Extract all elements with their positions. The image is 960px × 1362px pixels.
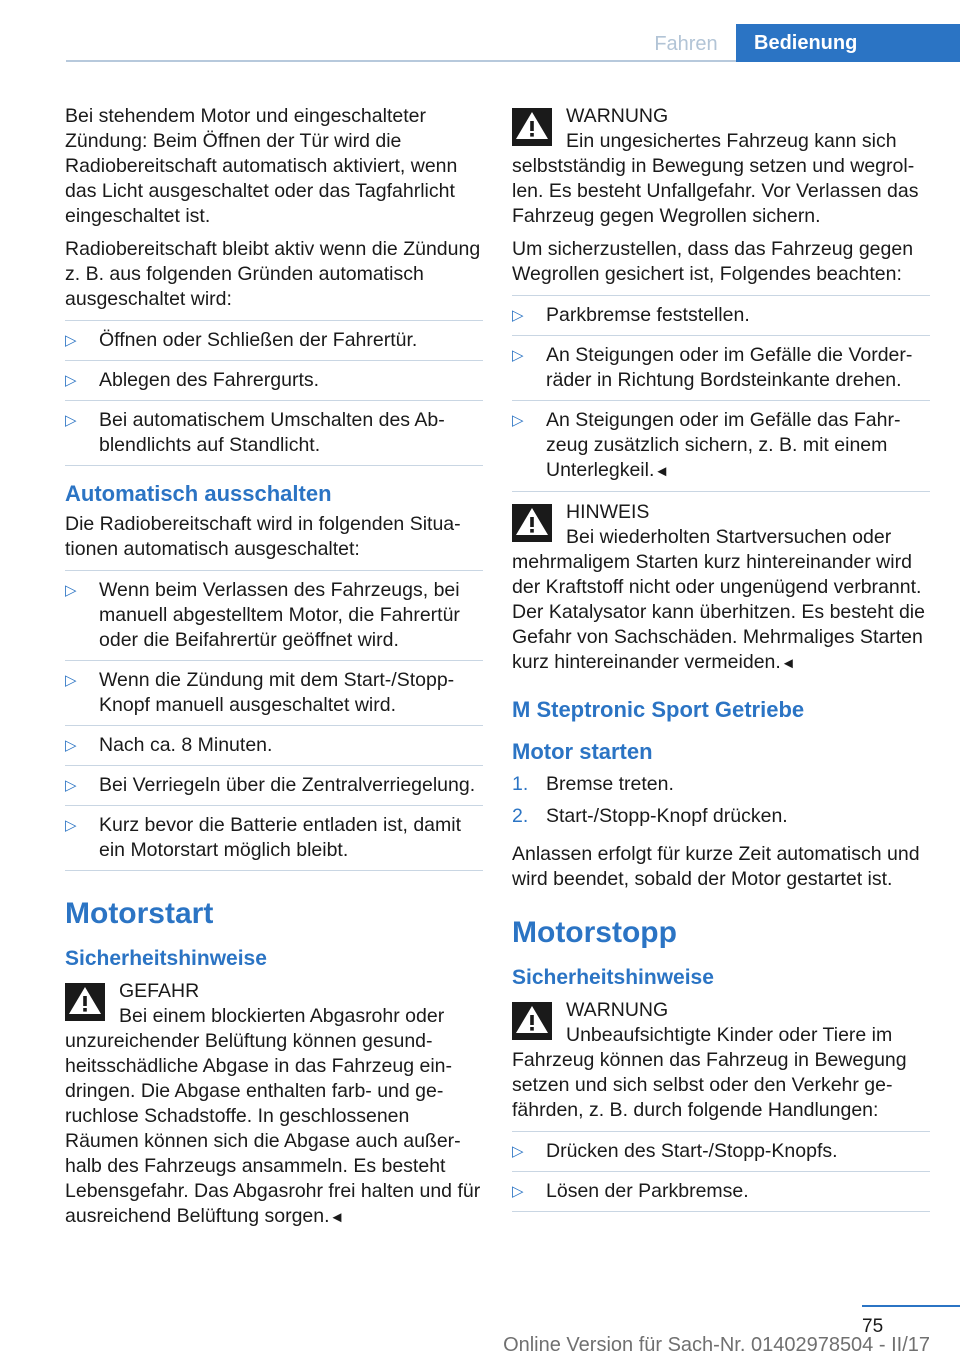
list-item: ▷ Drücken des Start-/Stopp-Knopfs. (512, 1131, 930, 1172)
step-number: 1. (512, 773, 529, 795)
footer-rule (862, 1305, 960, 1307)
bullet-list (512, 1131, 930, 1212)
bullet-icon: ▷ (65, 332, 77, 349)
paragraph: Die Radiobereitschaft wird in folgenden Situationen automatisch ausgeschaltet: (65, 513, 461, 560)
tab-bedienung[interactable]: Bedienung (736, 24, 960, 62)
list-item: ▷ An Steigungen oder im Gefälle das Fahrzeug zusätzlich sichern, z. B. mit einem Unterlegkeil.◄ (512, 401, 930, 492)
heading-motorstopp: Motorstopp (512, 916, 677, 949)
heading-motor-starten: Motor starten (512, 739, 653, 764)
bullet-list (65, 570, 483, 871)
bullet-list (65, 320, 483, 466)
bullet-icon: ▷ (65, 582, 77, 599)
online-version-note: Online Version für Sach-Nr. 01402978504 - II/17 (503, 1334, 930, 1356)
warning-text: Ein ungesichertes Fahrzeug kann sich selbstständig in Bewegung setzen und wegrollen. Es besteht Unfallgefahr. Vor Verlassen das Fahrzeug gegen Wegrollen sichern. (512, 130, 919, 227)
bullet-icon: ▷ (512, 412, 524, 429)
bullet-icon: ▷ (65, 672, 77, 689)
page-number: 75 (862, 1316, 884, 1337)
warning-block-hinweis (512, 500, 930, 676)
paragraph: Radiobereitschaft bleibt aktiv wenn die Zündung z. B. aus folgenden Gründen automatisch ausgeschaltet wird: (65, 238, 481, 310)
heading-automatisch-ausschalten: Automatisch ausschalten (65, 481, 332, 506)
paragraph: Anlassen erfolgt für kurze Zeit automatisch und wird beendet, sobald der Motor gestartet ist. (512, 843, 920, 890)
bullet-list (512, 295, 930, 492)
list-item: ▷ An Steigungen oder im Gefälle die Vorderräder in Richtung Bordsteinkante drehen. (512, 336, 930, 401)
list-item: ▷ Lösen der Parkbremse. (512, 1172, 930, 1212)
warning-icon (512, 108, 552, 146)
warning-icon (512, 504, 552, 542)
list-item: 2. Start-/Stopp-Knopf drücken. (512, 805, 788, 827)
warning-block-warnung (512, 998, 930, 1123)
end-mark-icon: ◄ (780, 655, 796, 672)
list-item: ▷ Wenn beim Verlassen des Fahrzeugs, bei manuell abgestelltem Motor, die Fahrertür oder die Beifahrertür geöffnet wird. (65, 570, 483, 661)
bullet-icon: ▷ (512, 307, 524, 324)
warning-title: GEFAHR (119, 980, 200, 1002)
list-item: ▷ Öffnen oder Schließen der Fahrertür. (65, 320, 483, 361)
heading-sicherheitshinweise: Sicherheitshinweise (65, 947, 267, 970)
bullet-icon: ▷ (65, 737, 77, 754)
list-item: ▷ Bei Verriegeln über die Zentralverriegelung. (65, 766, 483, 806)
list-item: ▷ Parkbremse feststellen. (512, 295, 930, 336)
right-column (512, 104, 930, 1212)
heading-motorstart: Motorstart (65, 897, 214, 930)
warning-title: WARNUNG (566, 105, 669, 127)
heading-m-steptronic: M Steptronic Sport Getriebe (512, 697, 805, 722)
bullet-icon: ▷ (512, 1143, 524, 1160)
list-item: ▷ Wenn die Zündung mit dem Start-/Stopp-Knopf manuell ausgeschaltet wird. (65, 661, 483, 726)
heading-sicherheitshinweise: Sicherheitshinweise (512, 966, 714, 989)
end-mark-icon: ◄ (654, 463, 670, 480)
warning-title: WARNUNG (566, 999, 669, 1021)
bullet-icon: ▷ (65, 777, 77, 794)
paragraph: Bei stehendem Motor und eingeschalteter Zündung: Beim Öffnen der Tür wird die Radiobereitschaft automatisch aktiviert, wenn das Licht ausgeschaltet oder das Tagfahrlicht eingeschaltet ist. (65, 105, 458, 227)
list-item: ▷ Bei automatischem Umschalten des Abblendlichts auf Standlicht. (65, 401, 483, 466)
tab-fahren[interactable]: Fahren (654, 33, 718, 55)
warning-icon (512, 1002, 552, 1040)
warning-title: HINWEIS (566, 501, 650, 523)
warning-text: Bei wiederholten Startversuchen oder mehrmaligem Starten kurz hintereinander wird der Kraftstoff nicht oder ungenügend verbrannt. Der Katalysator kann überhitzen. Es besteht die Gefahr von Sachschäden. Mehrmaliges Starten kurz hintereinander vermeiden. (512, 526, 925, 673)
list-item: ▷ Nach ca. 8 Minuten. (65, 726, 483, 766)
warning-block-warnung (512, 104, 930, 229)
bullet-icon: ▷ (512, 347, 524, 364)
left-column (65, 104, 483, 1238)
list-item: ▷ Kurz bevor die Batterie entladen ist, damit ein Motorstart möglich bleibt. (65, 806, 483, 871)
list-item: 1. Bremse treten. (512, 773, 674, 795)
numbered-list (512, 772, 930, 836)
bullet-icon: ▷ (512, 1183, 524, 1200)
step-number: 2. (512, 805, 529, 827)
bullet-icon: ▷ (65, 817, 77, 834)
paragraph: Um sicherzustellen, dass das Fahrzeug gegen Wegrollen gesichert ist, Folgendes beachten: (512, 238, 914, 285)
warning-block-gefahr (65, 979, 483, 1230)
bullet-icon: ▷ (65, 372, 77, 389)
warning-text: Bei einem blockierten Abgasrohr oder unzureichender Belüftung können gesundheitsschädliche Abgase in das Fahrzeug eindringen. Die Abgase enthalten farb- und geruchlose Schadstoffe. In geschlossenen Räumen können sich die Abgase auch außerhalb des Fahrzeugs ansammeln. Es besteht Lebensgefahr. Das Abgasrohr frei halten und für ausreichend Belüftung sorgen. (65, 1005, 481, 1227)
warning-text: Unbeaufsichtigte Kinder oder Tiere im Fahrzeug können das Fahrzeug in Bewegung setzen und sich selbst oder den Verkehr gefährden, z. B. durch folgende Handlungen: (512, 1024, 907, 1121)
warning-icon (65, 983, 105, 1021)
bullet-icon: ▷ (65, 412, 77, 429)
list-item: ▷ Ablegen des Fahrergurts. (65, 361, 483, 401)
end-mark-icon: ◄ (329, 1209, 345, 1226)
